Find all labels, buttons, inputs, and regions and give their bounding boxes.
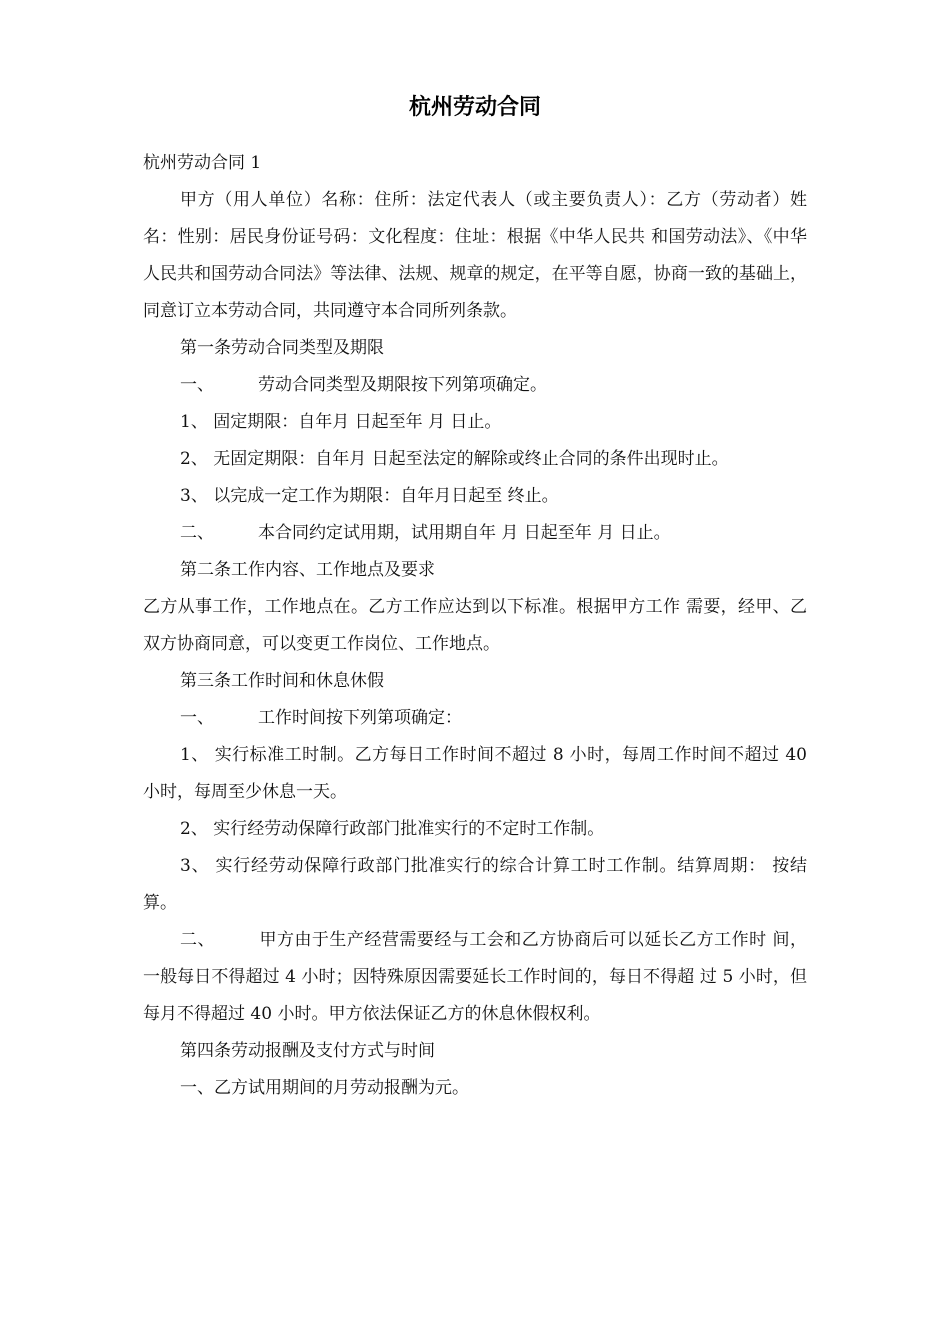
article-1-heading: 第一条劳动合同类型及期限 <box>180 338 384 358</box>
section-number: 二、 <box>180 523 214 543</box>
document-subtitle: 杭州劳动合同 1 <box>143 153 262 173</box>
article-4-section-1: 一、乙方试用期间的月劳动报酬为元。 <box>180 1078 469 1098</box>
article-3-section-2 <box>143 922 807 1033</box>
article-1-item-3: 3、 以完成一定工作为期限：自年月日起至 终止。 <box>180 486 559 506</box>
document-body <box>143 145 807 1107</box>
section-text: 劳动合同类型及期限按下列第项确定。 <box>258 375 547 395</box>
article-3-heading: 第三条工作时间和休息休假 <box>180 671 384 691</box>
section-number: 一、 <box>180 708 214 728</box>
article-3-item-3: 3、 实行经劳动保障行政部门批准实行的综合计算工时工作制。结算周期： 按结算。 <box>143 856 807 913</box>
section-text: 本合同约定试用期，试用期自年 月 日起至年 月 日止。 <box>258 523 671 543</box>
article-1-item-1: 1、 固定期限：自年月 日起至年 月 日止。 <box>180 412 502 432</box>
intro-paragraph: 甲方（用人单位）名称：住所：法定代表人（或主要负责人）：乙方（劳动者）姓名：性别：居民身份证号码：文化程度：住址：根据《中华人民共 和国劳动法》、《中华人民共和国劳动合同法》等法律、法规、规章的规定，在平等自愿，协商一致的基础上，同意订立本劳动合同，共同遵守本合同所列条款。 <box>143 190 807 321</box>
section-text: 甲方由于生产经营需要经与工会和乙方协商后可以延长乙方工作时 间，一般每日不得超过 4 小时；因特殊原因需要延长工作时间的，每日不得超 过 5 小时，但每月不得超过 40 小时。甲方依法保证乙方的休息休假权利。 <box>143 930 808 1024</box>
article-4-heading: 第四条劳动报酬及支付方式与时间 <box>180 1041 435 1061</box>
article-2-heading: 第二条工作内容、工作地点及要求 <box>180 560 435 580</box>
section-text: 工作时间按下列第项确定： <box>258 708 462 728</box>
article-3-section-1 <box>143 700 807 737</box>
article-3-item-2: 2、 实行经劳动保障行政部门批准实行的不定时工作制。 <box>180 819 605 839</box>
article-3-item-1: 1、 实行标准工时制。乙方每日工作时间不超过 8 小时，每周工作时间不超过 40 小时，每周至少休息一天。 <box>143 745 807 802</box>
article-2-text: 乙方从事工作，工作地点在。乙方工作应达到以下标准。根据甲方工作 需要，经甲、乙双方协商同意，可以变更工作岗位、工作地点。 <box>143 597 807 654</box>
article-1-section-2 <box>143 515 807 552</box>
article-1-section-1 <box>143 367 807 404</box>
section-number: 一、 <box>180 375 214 395</box>
section-number: 二、 <box>180 930 215 950</box>
article-1-item-2: 2、 无固定期限：自年月 日起至法定的解除或终止合同的条件出现时止。 <box>180 449 729 469</box>
document-title: 杭州劳动合同 <box>408 95 541 120</box>
